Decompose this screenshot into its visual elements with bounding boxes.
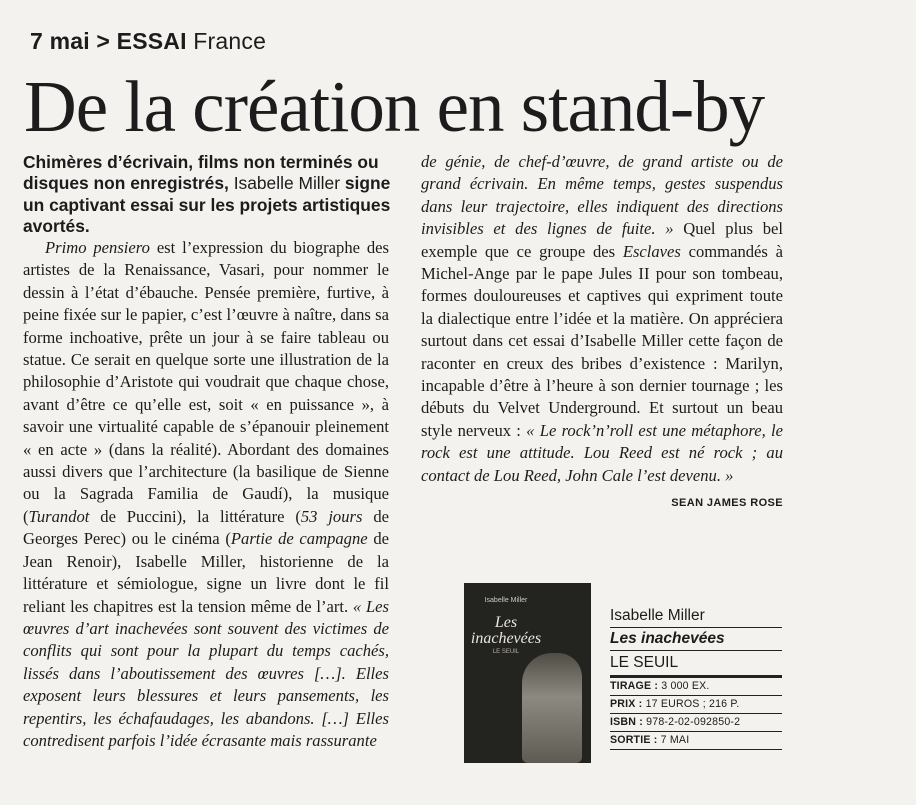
info-prix (610, 696, 782, 714)
body-text: est l’expression du biographe des artistes de la Renaissance, Vasari, pour nommer le dessin à l’état d’ébauche. Pensée première, furtive, à peine fixée sur le papier, c’est l’œuvre à naître, dans sa forme inchoative, prête un jour à se faire tableau ou statue. Ce serait en quelque sorte une illustration de la philosophie d’Aristote qui voudrait que chaque chose, avant d’être ce qu’elle est, soit « en puissance », à savoir une virtualité capable de s’épanouir pleinement « en acte » (dans la réalité). Abordant des domaines aussi divers que l’architecture (la basilique de Sienne ou la Sagrada Familia de Gaudí), la musique ( (23, 238, 389, 526)
quote-1: de génie, de chef-d’œuvre, de grand artiste ou de grand écrivain. En même temps, gestes suspendus dans leur trajectoire, elles indiquent des directions invisibles et des lignes de fuite. » (421, 152, 783, 239)
kicker-rubric: ESSAI (116, 28, 187, 54)
work-partie-de-campagne: Partie de campagne (230, 529, 368, 549)
kicker-country: France (193, 28, 267, 54)
book-info-box (610, 605, 782, 750)
deck-part-1: Chimères d’écrivain, films non terminés ou disques non enregistrés, (23, 152, 379, 194)
body-text: de Jean Renoir), Isabelle Miller, historienne de la littérature et sémiologue, signe un livre dont le fil reliant les chapitres est la tension même de l’art. (23, 529, 390, 616)
body-text: de Puccini), la littérature ( (89, 506, 301, 526)
deck-author: Isabelle Miller (233, 173, 341, 194)
cover-author: Isabelle Miller (484, 597, 528, 604)
info-tirage (610, 678, 782, 696)
body-text: plus bel exemple que ce groupe des (421, 219, 783, 261)
isbn-label: ISBN : (610, 716, 643, 728)
cover-title: Les inachevées (470, 614, 542, 647)
body-text: Quel (673, 219, 726, 239)
quote-2: Le rock’n’roll est une métaphore, le rock est une attitude. Lou Reed est né rock ; au contact de Lou Reed, John Cale l’est devenu. » (421, 420, 784, 485)
book-cover (464, 583, 591, 763)
quote-2: « (526, 420, 540, 440)
body-column-2 (421, 151, 783, 515)
info-isbn (610, 714, 782, 732)
isbn-value: 978-2-02-092850-2 (646, 716, 741, 728)
prix-label: PRIX : (610, 698, 643, 710)
kicker-date: 7 mai (30, 28, 90, 54)
cover-publisher: LE SEUIL (492, 649, 520, 655)
term-primo-pensiero: Primo pensiero (45, 238, 150, 257)
work-53-jours: 53 jours (300, 506, 363, 526)
article-deck (23, 152, 391, 238)
info-publisher: LE SEUIL (610, 651, 782, 678)
tirage-value: 3 000 EX. (661, 680, 710, 692)
work-esclaves: Esclaves (622, 241, 681, 261)
body-text: à Michel-Ange par le pape Jules II pour son tombeau, formes douloureuses et captives qui expriment toute la dialectique entre l’idée et la matière. On appréciera surtout dans cet essai d’Isabelle Miller cette façon de raconter en creux des bribes d’existence : Marilyn, incapable d’être à l’heure à son dernier tournage ; les débuts du Velvet Underground. Et surtout un beau style nerveux : (421, 241, 783, 440)
body-paragraph-1 (23, 237, 389, 752)
info-title: Les inachevées (610, 628, 782, 651)
tirage-label: TIRAGE : (610, 680, 659, 692)
kicker-separator: > (96, 28, 111, 54)
body-column-1 (23, 237, 389, 752)
info-author: Isabelle Miller (610, 605, 782, 628)
sortie-label: SORTIE : (610, 734, 658, 746)
deck-part-2: signe un captivant essai sur les projets artistiques avortés. (23, 173, 391, 237)
sortie-value: 7 MAI (660, 734, 690, 746)
info-sortie (610, 732, 782, 750)
prix-value: 17 EUROS ; 216 P. (645, 698, 740, 710)
body-text: commandés (680, 241, 776, 261)
section-kicker (30, 28, 266, 55)
body-text: de Georges Perec) ou le cinéma ( (23, 506, 389, 549)
signature: SEAN JAMES ROSE (671, 497, 783, 510)
headline: De la création en stand-by (24, 66, 765, 147)
body-paragraph-1 (421, 151, 784, 510)
work-turandot: Turandot (28, 506, 90, 526)
quote-1: « Les œuvres d’art inachevées sont souvent des victimes de conflits qui sont pour la plupart du temps cachés, lissés dans l’aboutissement des œuvres […]. Elles exposent leurs blessures et leurs pansements, les repentirs, les échafaudages, les abandons. […] Elles contredisent parfois l’idée écrasante mais rassurante (23, 596, 389, 750)
cover-statue-image (522, 653, 582, 763)
